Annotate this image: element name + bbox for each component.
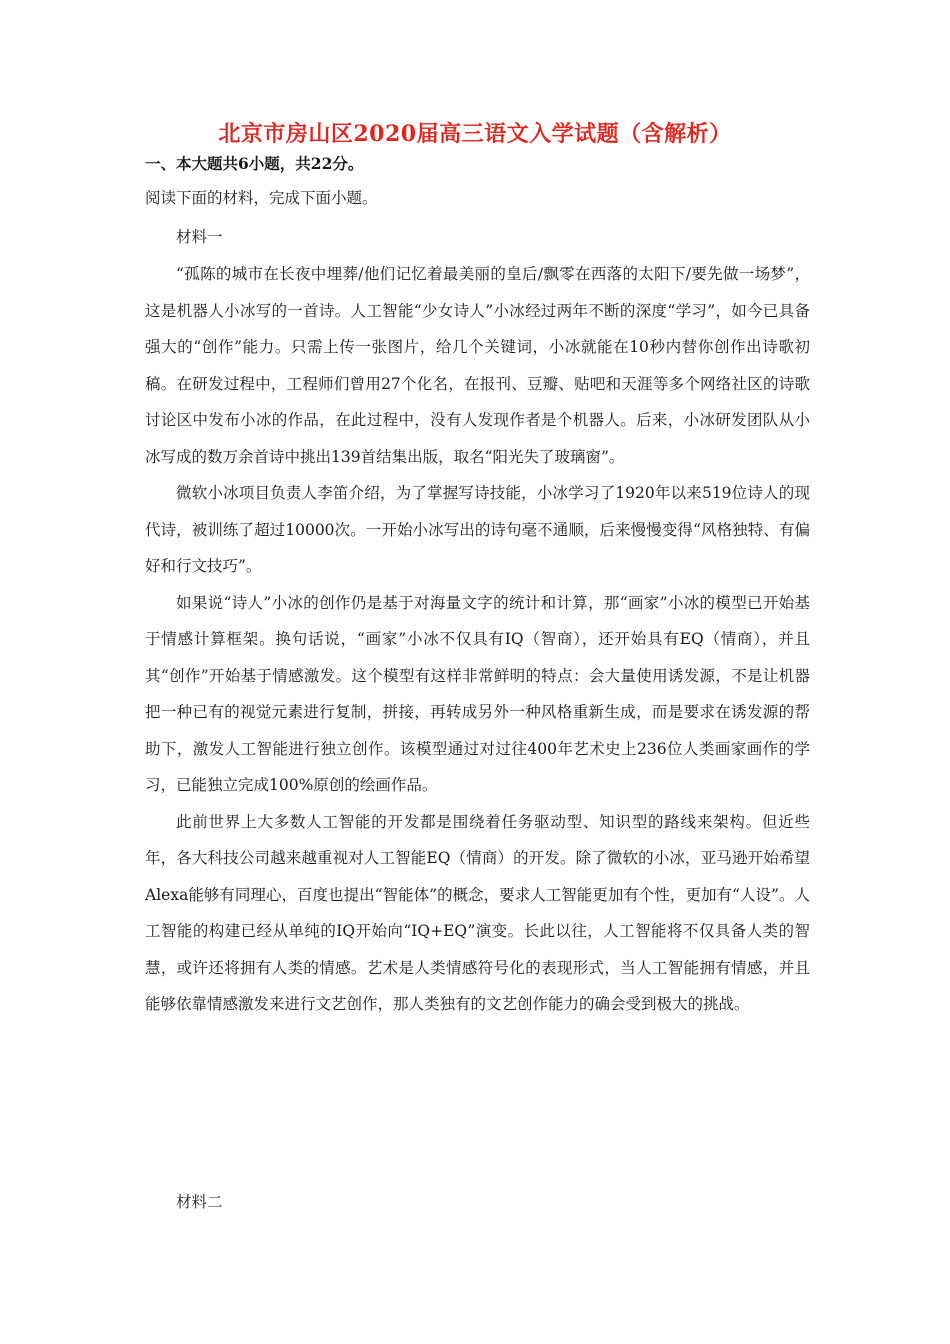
paragraph: 如果说“诗人”小冰的创作仍是基于对海量文字的统计和计算，那“画家”小冰的模型已开始基于情感计算框架。换句话说，“画家”小冰不仅具有IQ（智商），还开始具有EQ（情商），并且其“创作”开始基于情感激发。这个模型有这样非常鲜明的特点：会大量使用诱发源，不是让机器把一种已有的视觉元素进行复制，拼接，再转成另外一种风格重新生成，而是要求在诱发源的帮助下，激发人工智能进行独立创作。该模型通过对过往400年艺术史上236位人类画家画作的学习，已能独立完成100%原创的绘画作品。 [145, 593, 810, 794]
document-title: 北京市房山区2020届高三语文入学试题（含解析） [218, 121, 732, 147]
paragraph: 此前世界上大多数人工智能的开发都是围绕着任务驱动型、知识型的路线来架构。但近些年，各大科技公司越来越重视对人工智能EQ（情商）的开发。除了微软的小冰，亚马逊开始希望Alexa能够有同理心，百度也提出“智能体”的概念，要求人工智能更加有个性，更加有“人设”。人工智能的构建已经从单纯的IQ开始向“IQ+EQ”演变。长此以往，人工智能将不仅具备人类的智慧，或许还将拥有人类的情感。艺术是人类情感符号化的表现形式，当人工智能拥有情感，并且能够依靠情感激发来进行文艺创作，那人类独有的文艺创作能力的确会受到极大的挑战。 [145, 812, 810, 1013]
paragraph: 微软小冰项目负责人李笛介绍，为了掌握写诗技能，小冰学习了1920年以来519位诗人的现代诗，被训练了超过10000次。一开始小冰写出的诗句毫不通顺，后来慢慢变得“风格独特、有偏好和行文技巧”。 [145, 484, 810, 575]
paragraph: “孤陈的城市在长夜中埋葬/他们记忆着最美丽的皇后/飘零在西落的太阳下/要先做一场梦”，这是机器人小冰写的一首诗。人工智能“少女诗人”小冰经过两年不断的深度“学习”，如今已具备强大的“创作”能力。只需上传一张图片，给几个关键词，小冰就能在10秒内替你创作出诗歌初稿。在研发过程中，工程师们曾用27个化名，在报刊、豆瓣、贴吧和天涯等多个网络社区的诗歌讨论区中发布小冰的作品，在此过程中，没有人发现作者是个机器人。后来，小冰研发团队从小冰写成的数万余首诗中挑出139首结集出版，取名“阳光失了玻璃窗”。 [145, 265, 810, 466]
material-one-body [145, 256, 810, 1023]
section-heading: 一、本大题共6小题，共22分。 [145, 154, 364, 173]
material-two-label: 材料二 [176, 1193, 223, 1211]
material-one-label: 材料一 [176, 228, 223, 246]
instruction-text: 阅读下面的材料，完成下面小题。 [145, 189, 378, 207]
